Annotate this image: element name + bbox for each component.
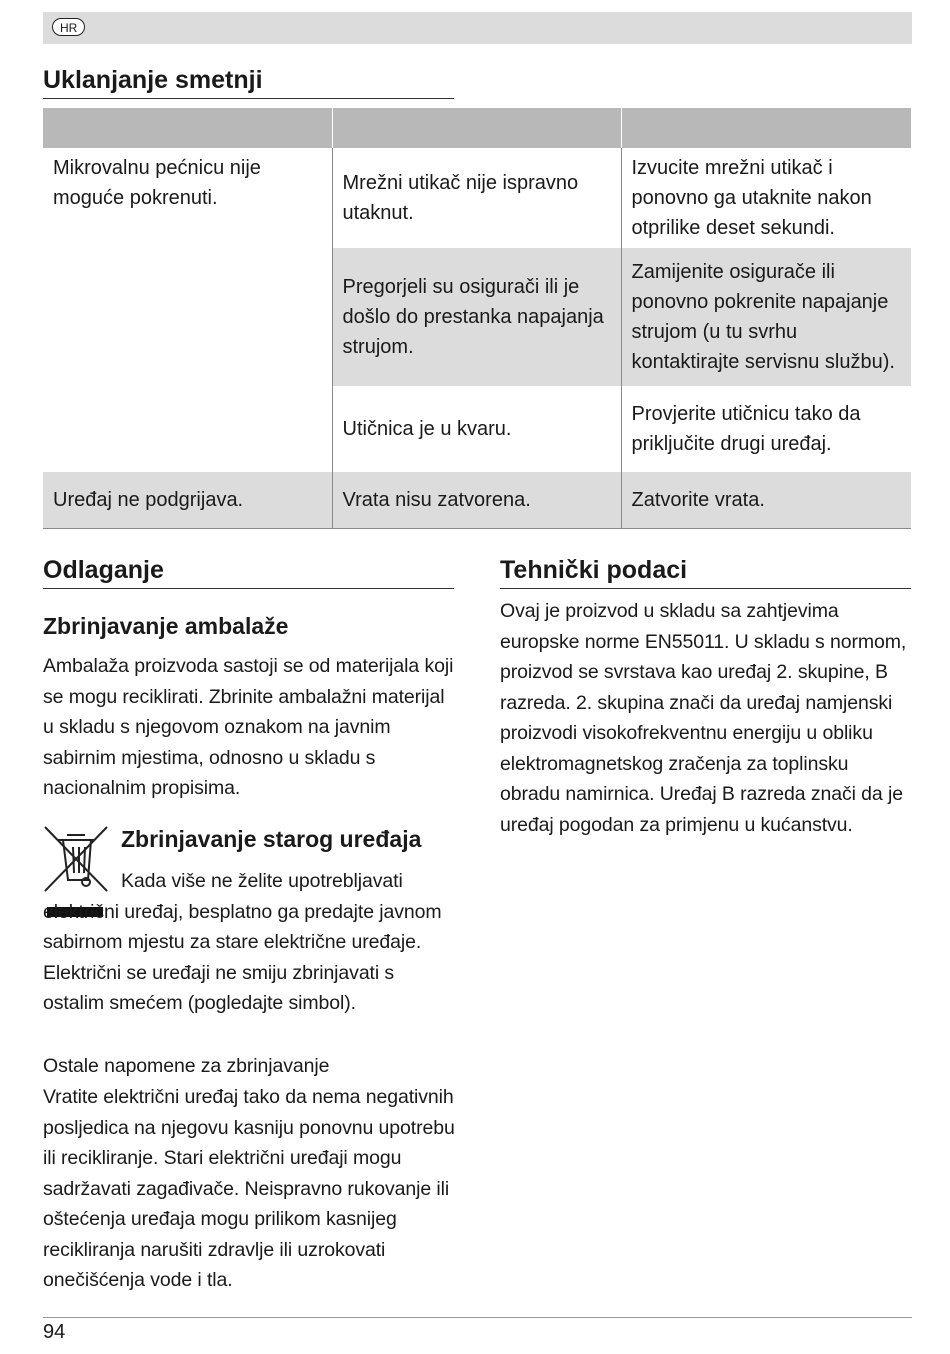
table-row xyxy=(43,148,911,248)
troubleshooting-title: Uklanjanje smetnji xyxy=(43,64,454,99)
cause-cell: Utičnica je u kvaru. xyxy=(332,386,621,472)
header-bar xyxy=(43,12,912,44)
old-device-text: Kada više ne želite upotrebljavati električni uređaj, besplatno ga predajte javnom sabirnom mjestu za stare električne uređaje. Električni se uređaji ne smiju zbrinjavati s ostalim smećem (pogledajte simbol). xyxy=(43,870,442,1014)
troubleshooting-table xyxy=(43,108,911,529)
table-row xyxy=(43,472,911,529)
technical-text: Ovaj je proizvod u skladu sa zahtjevima europske norme EN55011. U skladu s normom, proizvod se svrstava kao uređaj 2. skupine, B razreda. 2. skupina znači da uređaj namjenski proizvodi visokofrekventnu energiju u obliku elektromagnetskog zračenja za toplinsku obradu namirnica. Uređaj B razreda znači da je uređaj pogodan za primjenu u kućanstvu. xyxy=(500,600,907,836)
cause-cell: Mrežni utikač nije ispravno utaknut. xyxy=(332,148,621,248)
disposal-title: Odlaganje xyxy=(43,554,454,589)
cause-cell: Pregorjeli su osigurači ili je došlo do prestanka napajanja strujom. xyxy=(332,248,621,386)
page-number: 94 xyxy=(43,1321,66,1343)
table-header-row xyxy=(43,108,911,148)
technical-title: Tehnički podaci xyxy=(500,554,911,589)
cause-cell: Vrata nisu zatvorena. xyxy=(332,472,621,529)
language-badge: HR xyxy=(52,18,85,36)
packaging-text: Ambalaža proizvoda sastoji se od materijala koji se mogu reciklirati. Zbrinite ambalažni materijal u skladu s njegovom oznakom na javnim sabirnim mjestima, odnosno u skladu s nacionalnim propisima. xyxy=(43,655,454,799)
table-header-cell xyxy=(332,108,621,148)
packaging-title: Zbrinjavanje ambalaže xyxy=(43,613,289,639)
footer-divider xyxy=(43,1317,912,1318)
table-header-cell xyxy=(43,108,332,148)
disposal-notes-heading: Ostale napomene za zbrinjavanje xyxy=(43,1055,330,1077)
problem-cell: Mikrovalnu pećnicu nije moguće pokrenuti. xyxy=(53,157,261,209)
solution-cell: Provjerite utičnicu tako da priključite drugi uređaj. xyxy=(621,386,911,472)
solution-cell: Zamijenite osigurače ili ponovno pokrenite napajanje strujom (u tu svrhu kontaktirajte servisnu službu). xyxy=(621,248,911,386)
solution-cell: Izvucite mrežni utikač i ponovno ga utaknite nakon otprilike deset sekundi. xyxy=(621,148,911,248)
problem-cell: Uređaj ne podgrijava. xyxy=(43,472,332,529)
solution-cell: Zatvorite vrata. xyxy=(621,472,911,529)
table-header-cell xyxy=(621,108,911,148)
disposal-notes-text: Vratite električni uređaj tako da nema negativnih posljedica na njegovu kasniju ponovnu upotrebu ili recikliranje. Stari električni uređaji mogu sadržavati zagađivače. Neispravno rukovanje ili oštećenja uređaja mogu prilikom kasnijeg recikliranja narušiti zdravlje ili uzrokovati onečišćenja vode i tla. xyxy=(43,1086,455,1291)
old-device-title: Zbrinjavanje starog uređaja xyxy=(121,826,422,852)
